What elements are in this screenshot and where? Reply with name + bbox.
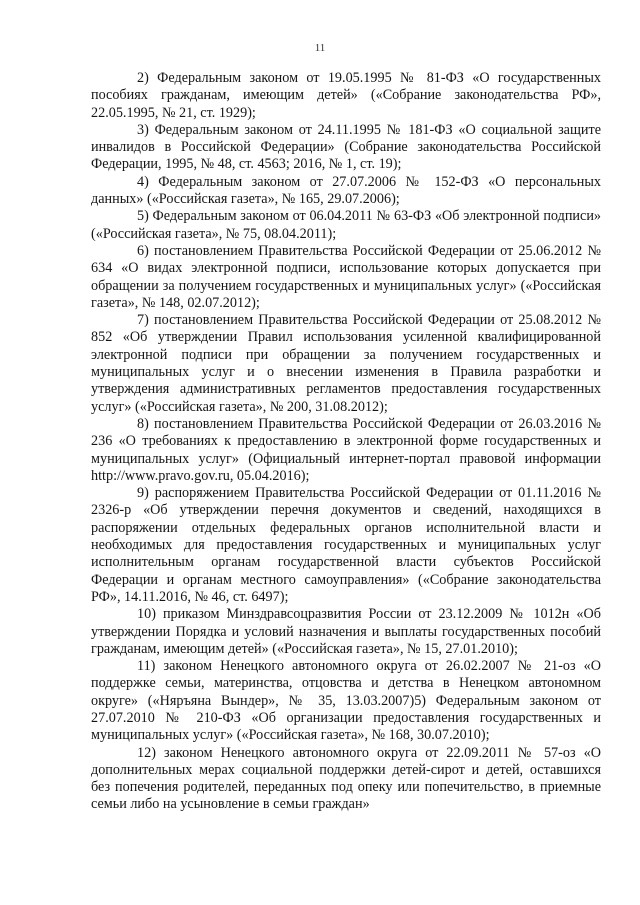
list-item-6: 6) постановлением Правительства Российской Федерации от 25.06.2012 № 634 «О видах электронной подписи, использование которых допускается при обращении за получением государственных и муниципальных услуг» («Российская газета», № 148, 02.07.2012); — [91, 242, 601, 311]
list-item-5: 5) Федеральным законом от 06.04.2011 № 63-ФЗ «Об электронной подписи» («Российская газета», № 75, 08.04.2011); — [91, 208, 601, 242]
list-item-9: 9) распоряжением Правительства Российской Федерации от 01.11.2016 № 2326-р «Об утверждении перечня документов и сведений, находящихся в распоряжении отдельных федеральных органов исполнительной власти и необходимых для предоставления государственных и муниципальных услуг исполнительным органам государственной власти субъектов Российской Федерации и органам местного самоуправления» («Собрание законодательства РФ», 14.11.2016, № 46, ст. 6497); — [91, 485, 601, 605]
list-item-11: 11) законом Ненецкого автономного округа от 26.02.2007 № 21-оз «О поддержке семьи, материнства, отцовства и детства в Ненецком автономном округе» («Няръяна Вындер», № 35, 13.03.2007)5) Федеральным законом от 27.07.2010 № 210-ФЗ «Об организации предоставления государственных и муниципальных услуг» («Российская газета», № 168, 30.07.2010); — [91, 658, 601, 744]
list-item-2: 2) Федеральным законом от 19.05.1995 № 81-ФЗ «О государственных пособиях гражданам, имеющим детей» («Собрание законодательства РФ», 22.05.1995, № 21, ст. 1929); — [91, 70, 601, 121]
document-body — [91, 70, 601, 814]
list-item-3: 3) Федеральным законом от 24.11.1995 № 181-ФЗ «О социальной защите инвалидов в Российской Федерации» (Собрание законодательства Российской Федерации, 1995, № 48, ст. 4563; 2016, № 1, ст. 19); — [91, 121, 601, 173]
list-item-4: 4) Федеральным законом от 27.07.2006 № 152-ФЗ «О персональных данных» («Российская газета», № 165, 29.07.2006); — [91, 173, 601, 208]
list-item-10: 10) приказом Минздравсоцразвития России от 23.12.2009 № 1012н «Об утверждении Порядка и условий назначения и выплаты государственных пособий гражданам, имеющим детей» («Российская газета», № 15, 27.01.2010); — [91, 606, 601, 657]
list-item-7: 7) постановлением Правительства Российской Федерации от 25.08.2012 № 852 «Об утверждении Правил использования усиленной квалифицированной электронной подписи при обращении за получением государственных и муниципальных услуг и о внесении изменения в Правила разработки и утверждения административных регламентов предоставления государственных услуг» («Российская газета», № 200, 31.08.2012); — [91, 312, 601, 415]
list-item-8: 8) постановлением Правительства Российской Федерации от 26.03.2016 № 236 «О требованиях к предоставлению в электронной форме государственных и муниципальных услуг» (Официальный интернет-портал правовой информации http://www.pravo.gov.ru, 05.04.2016); — [91, 415, 601, 484]
page-number: 11 — [314, 42, 326, 54]
list-item-12: 12) законом Ненецкого автономного округа от 22.09.2011 № 57-оз «О дополнительных мерах социальной поддержки детей-сирот и детей, оставшихся без попечения родителей, переданных под опеку или попечительство, в приемные семьи либо на усыновление в семьи граждан» — [91, 744, 601, 813]
